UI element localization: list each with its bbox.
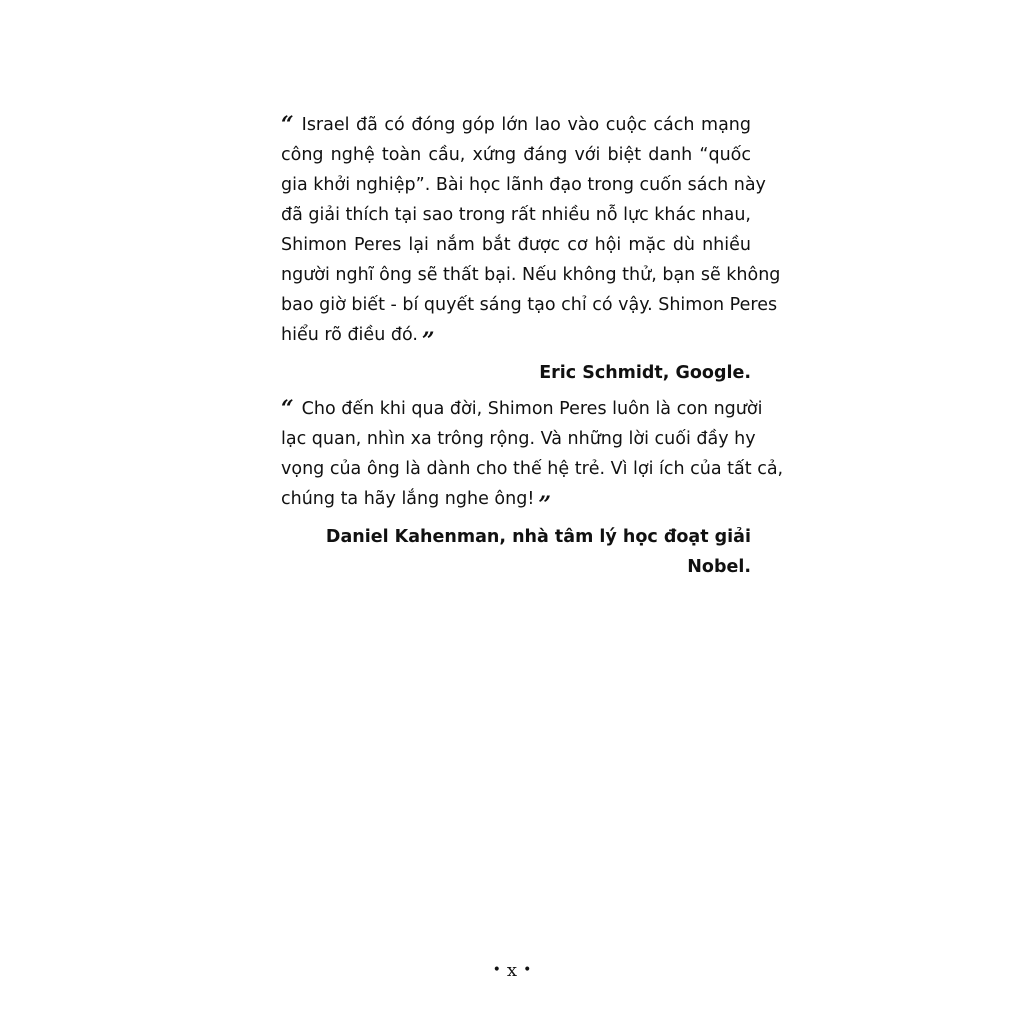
close-quote-mark: ” xyxy=(538,492,551,518)
quote-line: lạc quan, nhìn xa trông rộng. Và những lời cuối đầy hy xyxy=(281,429,756,449)
page-number-dot-right: • xyxy=(523,962,532,978)
quote-text: chúng ta hãy lắng nghe ông! xyxy=(281,489,535,509)
quote-text: Cho đến khi qua đời, Shimon Peres luôn là con người xyxy=(301,399,763,419)
quote-line xyxy=(281,110,751,140)
quote-line: vọng của ông là dành cho thế hệ trẻ. Vì lợi ích của tất cả, xyxy=(281,459,784,479)
page-number-value: x xyxy=(506,960,518,981)
quote-line: đã giải thích tại sao trong rất nhiều nỗ lực khác nhau, xyxy=(281,205,751,225)
quote-line: bao giờ biết - bí quyết sáng tạo chỉ có vậy. Shimon Peres xyxy=(281,295,778,315)
quote-line: người nghĩ ông sẽ thất bại. Nếu không thử, bạn sẽ không xyxy=(281,265,781,285)
page-number xyxy=(0,960,1024,981)
quote-block-1 xyxy=(281,110,781,354)
quote-line xyxy=(281,394,763,424)
open-quote-mark: “ xyxy=(281,112,294,138)
quote-line: gia khởi nghiệp”. Bài học lãnh đạo trong cuốn sách này xyxy=(281,175,766,195)
quote-block-2 xyxy=(281,394,784,518)
attribution-eric-schmidt: Eric Schmidt, Google. xyxy=(539,363,751,383)
open-quote-mark: “ xyxy=(281,396,294,422)
quote-line: công nghệ toàn cầu, xứng đáng với biệt danh “quốc xyxy=(281,145,751,165)
quote-line xyxy=(281,484,751,518)
close-quote-mark: ” xyxy=(421,328,435,354)
quote-line: Shimon Peres lại nắm bắt được cơ hội mặc dù nhiều xyxy=(281,235,751,255)
quote-line xyxy=(281,320,751,354)
quote-text: hiểu rõ điều đó. xyxy=(281,325,418,345)
page-number-dot-left: • xyxy=(492,962,501,978)
page-text-body xyxy=(281,110,784,582)
attribution-daniel-kahenman: Daniel Kahenman, nhà tâm lý học đoạt giải Nobel. xyxy=(325,527,751,577)
quote-text: Israel đã có đóng góp lớn lao vào cuộc cách mạng xyxy=(301,115,751,135)
